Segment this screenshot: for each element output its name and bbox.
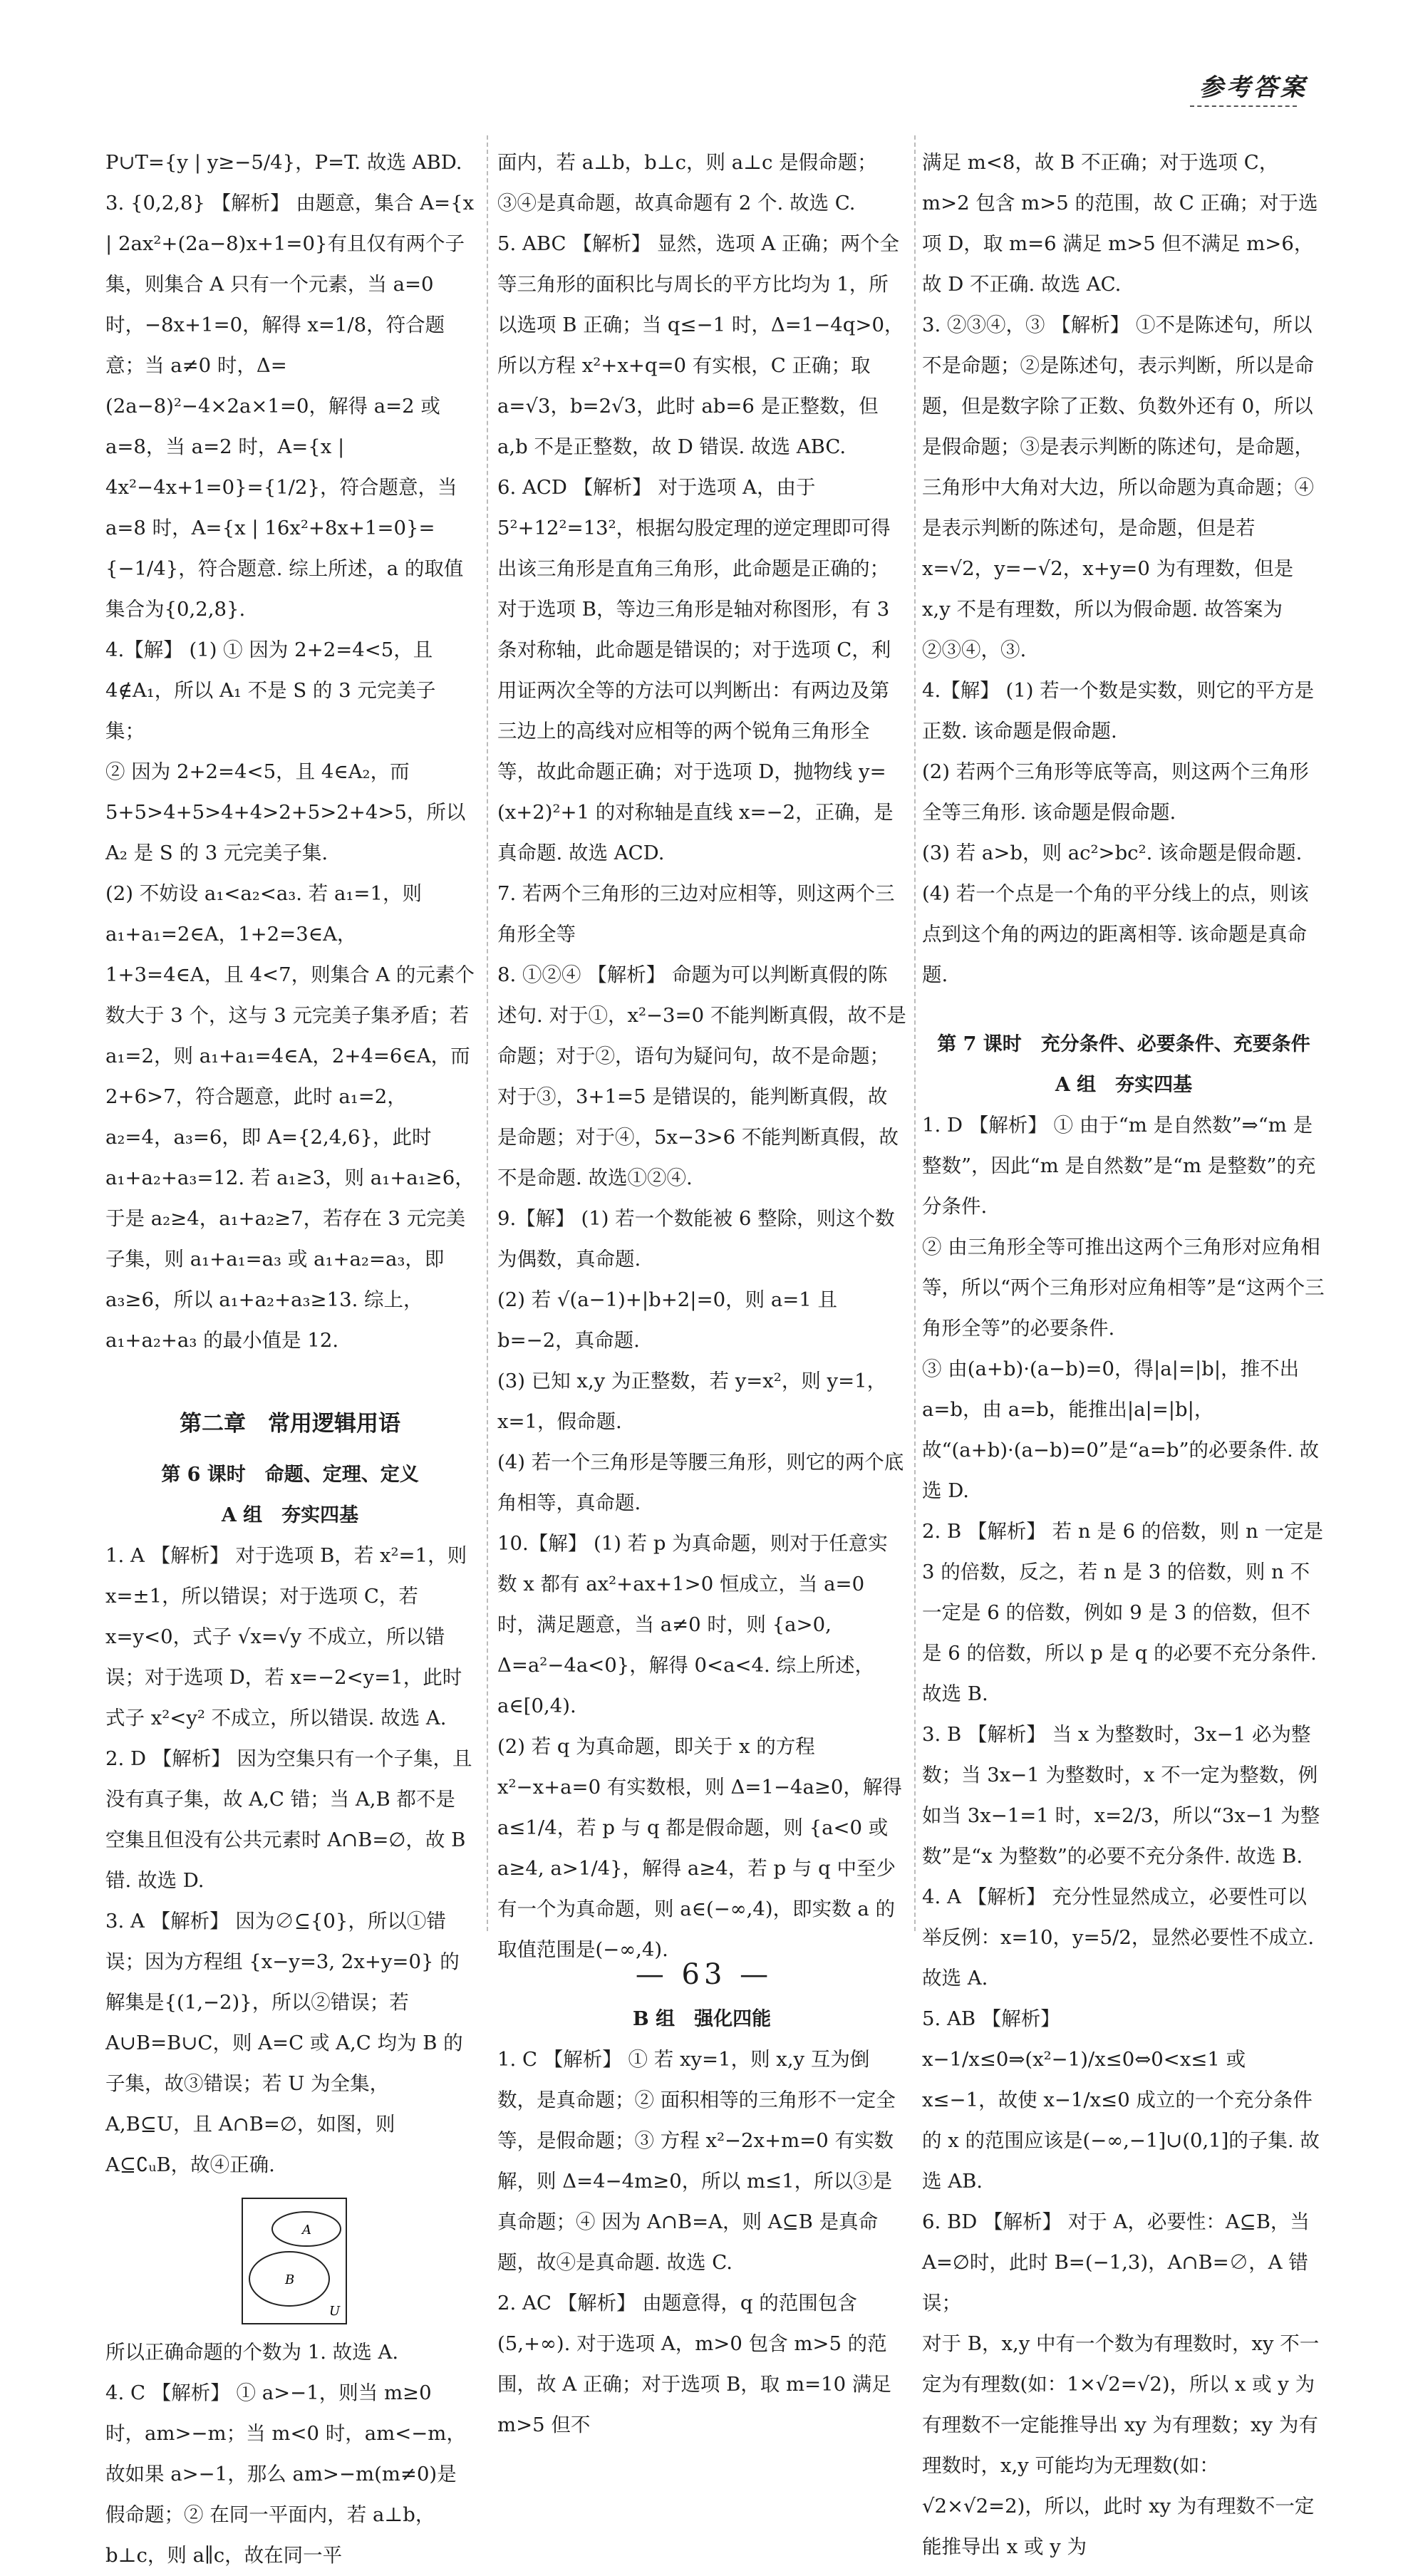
answer-block: 4. C 【解析】 ① a>−1，则当 m≥0 时，am>−m；当 m<0 时，am<−m，故如果 a>−1，那么 am>−m(m≠0)是假命题；② 在同一平面内，若 a⊥b，b⊥c，则 a∥c，故在同一平 bbox=[105, 2381, 466, 2567]
answer-block: 4.【解】 (1) 若一个数是实数，则它的平方是正数. 该命题是假命题. (2) 若两个三角形等底等高，则这两个三角形全等三角形. 该命题是假命题. (3) 若 a>b，则 ac²>bc². 该命题是假命题. (4) 若一个点是一个角的平分线上的点，则该点到这个角的两边的距离相等. 该命题是真命题. bbox=[922, 679, 1315, 986]
group-title: A 组 夯实四基 bbox=[221, 1504, 359, 1526]
answer-block: 1. C 【解析】 ① 若 xy=1，则 x,y 互为倒数，是真命题；② 面积相等的三角形不一定全等，是假命题；③ 方程 x²−2x+m=0 有实数解，则 Δ=4−4m≥0，所以 m≤1，所以③是真命题；④ 因为 A∩B=A，则 A⊆B 是真命题，故④是真命题. 故选 C. bbox=[497, 2048, 896, 2274]
answer-block: 5. ABC 【解析】 显然，选项 A 正确；两个全等三角形的面积比与周长的平方比均为 1，所以选项 B 正确；当 q≤−1 时，Δ=1−4q>0，所以方程 x²+x+q=0 有实根，C 正确；取 a=√3，b=2√3，此时 ab=6 是正整数，但 a,b 不是正整数，故 D 错误. 故选 ABC. bbox=[497, 232, 904, 458]
answer-block: 5. AB 【解析】 x−1/x≤0⇒(x²−1)/x≤0⇔0<x≤1 或 x≤−1，故使 x−1/x≤0 成立的一个充分条件的 x 的范围应该是(−∞,−1]∪(0,1]的子集. 故选 AB. bbox=[922, 2007, 1320, 2193]
answer-block: 满足 m<8，故 B 不正确；对于选项 C，m>2 包含 m>5 的范围，故 C 正确；对于选项 D，取 m=6 满足 m>5 但不满足 m>6，故 D 不正确. 故选 AC. bbox=[922, 151, 1318, 296]
header-title: 参考答案 bbox=[1199, 73, 1308, 102]
chapter-title: 第二章 常用逻辑用语 bbox=[180, 1411, 400, 1437]
answer-block: 3. {0,2,8} 【解析】 由题意，集合 A={x | 2ax²+(2a−8)x+1=0}有且仅有两个子集，则集合 A 只有一个元素，当 a=0 时，−8x+1=0，解得 x=1/8，符合题意；当 a≠0 时，Δ=(2a−8)²−4×2a×1=0，解得 a=2 或 a=8，当 a=2 时，A={x | 4x²−4x+1=0}={1/2}，符合题意，当 a=8 时，A={x | 16x²+8x+1=0}={−1/4}，符合题意. 综上所述，a 的取值集合为{0,2,8}. bbox=[105, 192, 480, 621]
venn-label-u: U bbox=[329, 2304, 341, 2319]
column-left bbox=[105, 143, 480, 2576]
answer-block: P∪T={y | y≥−5/4}，P=T. 故选 ABD. bbox=[105, 151, 462, 174]
column-separator bbox=[487, 135, 488, 1931]
venn-diagram bbox=[241, 2197, 348, 2325]
answer-block: 1. A 【解析】 对于选项 B，若 x²=1，则 x=±1，所以错误；对于选项 C，若 x=y<0，式子 √x=√y 不成立，所以错误；对于选项 D，若 x=−2<y=1，此时式子 x²<y² 不成立，所以错误. 故选 A. bbox=[105, 1544, 473, 1729]
answer-block: 9.【解】 (1) 若一个数能被 6 整除，则这个数为偶数，真命题. (2) 若 √(a−1)+|b+2|=0，则 a=1 且 b=−2，真命题. (3) 已知 x,y 为正整数，若 y=x²，则 y=1，x=1，假命题. (4) 若一个三角形是等腰三角形，则它的两个底角相等，真命题. bbox=[497, 1207, 904, 1514]
column-separator bbox=[914, 135, 916, 1931]
answer-block: 3. ②③④，③ 【解析】 ①不是陈述句，所以不是命题；②是陈述句，表示判断，所以是命题，但是数字除了正数、负数外还有 0，所以是假命题；③是表示判断的陈述句，是命题，三角形中大角对大边，所以命题为真命题；④是表示判断的陈述句，是命题，但是若 x=√2，y=−√2，x+y=0 为有理数，但是 x,y 不是有理数，所以为假命题. 故答案为②③④，③. bbox=[922, 314, 1314, 661]
lesson-title: 第 6 课时 命题、定理、定义 bbox=[161, 1464, 419, 1486]
column-middle bbox=[497, 143, 906, 2446]
answer-block: 3. B 【解析】 当 x 为整数时，3x−1 必为整数；当 3x−1 为整数时，x 不一定为整数，例如当 3x−1=1 时，x=2/3，所以“3x−1 为整数”是“x 为整数”的必要不充分条件. 故选 B. bbox=[922, 1723, 1320, 1868]
answer-block: 8. ①②④ 【解析】 命题为可以判断真假的陈述句. 对于①，x²−3=0 不能判断真假，故不是命题；对于②，语句为疑问句，故不是命题；对于③，3+1=5 是错误的，能判断真假，故是命题；对于④，5x−3>6 不能判断真假，故不是命题. 故选①②④. bbox=[497, 963, 906, 1189]
answer-block: 7. 若两个三角形的三边对应相等，则这两个三角形全等 bbox=[497, 882, 895, 946]
answer-block: 4. A 【解析】 充分性显然成立，必要性可以举反例：x=10，y=5/2，显然必要性不成立. 故选 A. bbox=[922, 1886, 1320, 1990]
page-number: — 63 — bbox=[635, 1958, 773, 1991]
answer-block: 3. A 【解析】 因为∅⊆{0}，所以①错误；因为方程组 {x−y=3, 2x+y=0} 的解集是{(1,−2)}，所以②错误；若 A∪B=B∪C，则 A=C 或 A,C 均为 B 的子集，故③错误；若 U 为全集，A,B⊆U，且 A∩B=∅，如图，则 A⊆∁ᵤB，故④正确. bbox=[105, 1910, 463, 2176]
answer-block: 2. AC 【解析】 由题意得，q 的范围包含(5,+∞). 对于选项 A，m>0 包含 m>5 的范围，故 A 正确；对于选项 B，取 m=10 满足 m>5 但不 bbox=[497, 2292, 898, 2436]
answer-block: 面内，若 a⊥b，b⊥c，则 a⊥c 是假命题；③④是真命题，故真命题有 2 个. 故选 C. bbox=[497, 151, 877, 214]
answer-block: 6. BD 【解析】 对于 A，必要性：A⊆B，当 A=∅时，此时 B=(−1,3)，A∩B=∅，A 错误； 对于 B，x,y 中有一个数为有理数时，xy 不一定为有理数(如：1×√2=√2)，所以 x 或 y 为有理数不一定能推导出 xy 为有理数；xy 为有理数时，x,y 可能均为无理数(如：√2×√2=2)，所以，此时 xy 为有理数不一定能推导出 x 或 y 为 bbox=[922, 2210, 1320, 2558]
answer-block: 2. B 【解析】 若 n 是 6 的倍数，则 n 一定是 3 的倍数，反之，若 n 是 3 的倍数，则 n 不一定是 6 的倍数，例如 9 是 3 的倍数，但不是 6 的倍数，所以 p 是 q 的必要不充分条件. 故选 B. bbox=[922, 1520, 1330, 1705]
column-right bbox=[922, 143, 1330, 2567]
group-title: A 组 夯实四基 bbox=[1055, 1074, 1193, 1096]
lesson-title: 第 7 课时 充分条件、必要条件、充要条件 bbox=[937, 1033, 1310, 1055]
venn-label-b: B bbox=[285, 2272, 295, 2287]
answer-block: 所以正确命题的个数为 1. 故选 A. bbox=[105, 2341, 399, 2364]
answer-block: 4.【解】 (1) ① 因为 2+2=4<5，且 4∉A₁，所以 A₁ 不是 S 的 3 元完美子集； ② 因为 2+2=4<5，且 4∈A₂，而 5+5>4+5>4+4>2+5>2+4>5，所以 A₂ 是 S 的 3 元完美子集. (2) 不妨设 a₁<a₂<a₃. 若 a₁=1，则 a₁+a₁=2∈A，1+2=3∈A，1+3=4∈A，且 4<7，则集合 A 的元素个数大于 3 个，这与 3 元完美子集矛盾；若 a₁=2，则 a₁+a₁=4∈A，2+4=6∈A，而 2+6>7，符合题意，此时 a₁=2，a₂=4，a₃=6，即 A={2,4,6}，此时 a₁+a₂+a₃=12. 若 a₁≥3，则 a₁+a₁≥6，于是 a₂≥4，a₁+a₂≥7，若存在 3 元完美子集，则 a₁+a₁=a₃ 或 a₁+a₂=a₃，即 a₃≥6，所以 a₁+a₂+a₃≥13. 综上，a₁+a₂+a₃ 的最小值是 12. bbox=[105, 638, 475, 1352]
group-title: B 组 强化四能 bbox=[632, 2008, 772, 2030]
answer-block: 1. D 【解析】 ① 由于“m 是自然数”⇒“m 是整数”，因此“m 是自然数”是“m 是整数”的充分条件. ② 由三角形全等可推出这两个三角形对应角相等，所以“两个三角形对应角相等”是“这两个三角形全等”的必要条件. ③ 由(a+b)·(a−b)=0，得|a|=|b|，推不出 a=b，由 a=b，能推出|a|=|b|，故“(a+b)·(a−b)=0”是“a=b”的必要条件. 故选 D. bbox=[922, 1114, 1325, 1502]
answer-block: 6. ACD 【解析】 对于选项 A，由于 5²+12²=13²，根据勾股定理的逆定理即可得出该三角形是直角三角形，此命题是正确的；对于选项 B，等边三角形是轴对称图形，有 3 条对称轴，此命题是错误的；对于选项 C，利用证两次全等的方法可以判断出：有两边及第三边上的高线对应相等的两个锐角三角形全等，故此命题正确；对于选项 D，抛物线 y=(x+2)²+1 的对称轴是直线 x=−2，正确，是真命题. 故选 ACD. bbox=[497, 476, 896, 864]
venn-label-a: A bbox=[302, 2223, 311, 2238]
header-rule bbox=[1190, 105, 1297, 107]
answer-block: 2. D 【解析】 因为空集只有一个子集，且没有真子集，故 A,C 错；当 A,B 都不是空集且但没有公共元素时 A∩B=∅，故 B 错. 故选 D. bbox=[105, 1747, 472, 1892]
answer-block: 10.【解】 (1) 若 p 为真命题，则对于任意实数 x 都有 ax²+ax+1>0 恒成立，当 a=0 时，满足题意，当 a≠0 时，则 {a>0, Δ=a²−4a<0}，解得 0<a<4. 综上所述，a∈[0,4). (2) 若 q 为真命题，即关于 x 的方程 x²−x+a=0 有实数根，则 Δ=1−4a≥0，解得 a≤1/4，若 p 与 q 都是假命题，则 {a<0 或 a≥4, a>1/4}，解得 a≥4，若 p 与 q 中至少有一个为真命题，则 a∈(−∞,4)，即实数 a 的取值范围是(−∞,4). bbox=[497, 1532, 902, 1961]
